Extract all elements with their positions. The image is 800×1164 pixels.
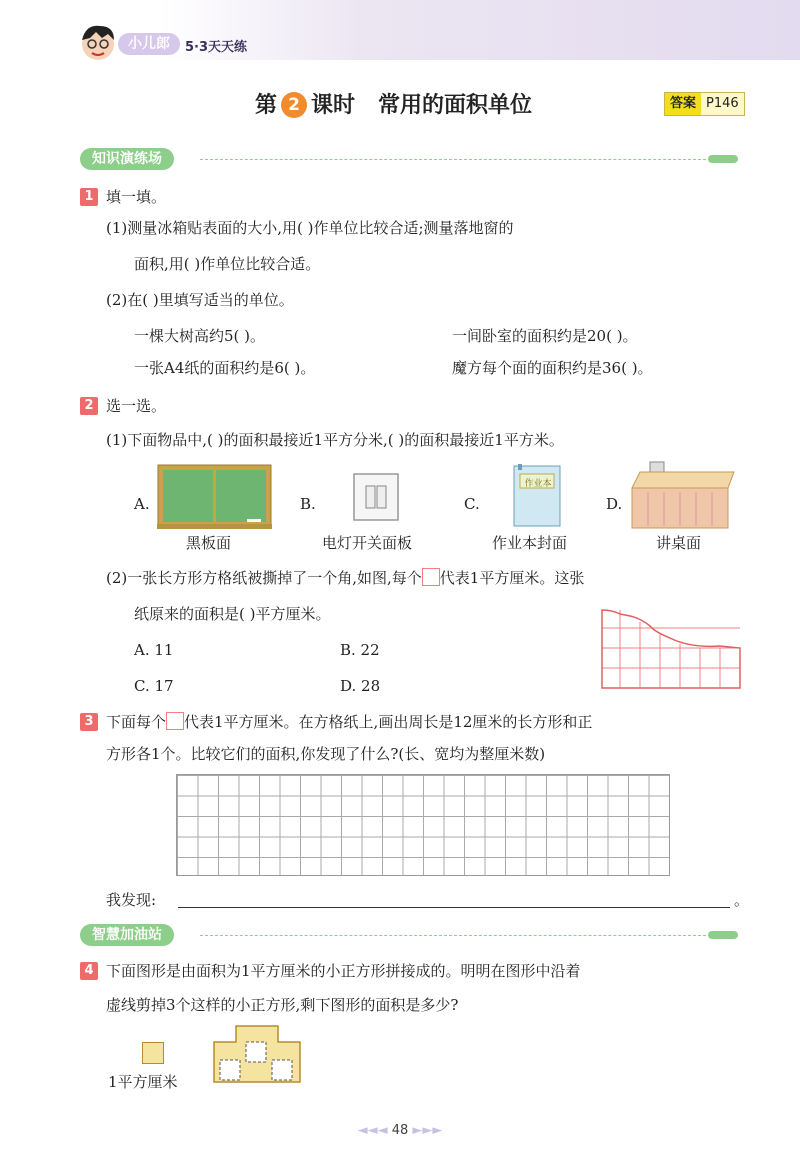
choice-a: A. 11: [134, 641, 174, 659]
option-letter-c: C.: [464, 495, 480, 513]
q1-part2-line1: (2)在( )里填写适当的单位。: [106, 291, 294, 309]
page-number: 48: [391, 1123, 409, 1138]
q1-part1-line2: 面积,用( )作单位比较合适。: [134, 255, 321, 273]
notebook-image: [512, 462, 564, 528]
unit-square-icon: [142, 1042, 164, 1064]
choice-b: B. 22: [340, 641, 380, 659]
title-prefix: 第: [255, 93, 278, 118]
q3-line1-start: 下面每个: [106, 713, 167, 731]
torn-grid-figure: [600, 608, 742, 690]
option-label-c: 作业本封面: [492, 534, 568, 552]
choice-c: C. 17: [134, 677, 174, 695]
mascot-icon: [78, 22, 118, 64]
section-divider: [200, 935, 706, 936]
option-letter-a: A.: [134, 495, 150, 513]
discover-end: 。: [734, 891, 750, 909]
question-number: 1: [80, 188, 98, 206]
q1-part2-a: 一棵大树高约5( )。: [134, 327, 266, 345]
discover-label: 我发现:: [106, 891, 157, 909]
q3-line1-end: 代表1平方厘米。在方格纸上,画出周长是12厘米的长方形和正: [184, 713, 593, 731]
unit-square-icon: [422, 568, 440, 586]
notebook-cover-text: 作业本: [524, 479, 552, 489]
section-challenge: 智慧加油站: [80, 924, 174, 946]
light-switch-image: [352, 472, 402, 524]
option-label-a: 黑板面: [186, 534, 232, 552]
q3-line1: [106, 712, 592, 732]
next-arrows-icon: ►►►: [412, 1123, 443, 1138]
section-divider: [200, 159, 706, 160]
q1-heading: 填一填。: [106, 188, 167, 206]
q2-part2-line1-start: (2)一张长方形方格纸被撕掉了一个角,如图,每个: [106, 569, 422, 587]
q2-part2-line1-end: 代表1平方厘米。这张: [439, 569, 585, 587]
title-suffix: 课时: [311, 93, 356, 118]
q2-part1: (1)下面物品中,( )的面积最接近1平方分米,( )的面积最接近1平方米。: [106, 431, 564, 449]
pencil-icon: [708, 931, 738, 939]
drawing-grid[interactable]: [176, 774, 670, 876]
answer-ref: [664, 92, 745, 116]
q4-line2: 虚线剪掉3个这样的小正方形,剩下图形的面积是多少?: [106, 996, 459, 1014]
blackboard-image: [157, 464, 272, 530]
question-number: 4: [80, 962, 98, 980]
answer-page: P146: [701, 93, 744, 115]
q1-part2-d: 魔方每个面的面积约是36( )。: [452, 359, 653, 377]
cutout-figure: [212, 1024, 302, 1084]
title-name: 常用的面积单位: [378, 93, 533, 118]
answer-line[interactable]: [178, 907, 730, 908]
q1-part2-b: 一间卧室的面积约是20( )。: [452, 327, 638, 345]
prev-arrows-icon: ◄◄◄: [357, 1123, 388, 1138]
brand-name: 小儿郎: [118, 33, 180, 55]
teacher-desk-image: [628, 460, 738, 530]
q2-heading: 选一选。: [106, 397, 167, 415]
q2-part2-line2: 纸原来的面积是( )平方厘米。: [134, 605, 331, 623]
question-number: 3: [80, 713, 98, 731]
option-label-d: 讲桌面: [656, 534, 702, 552]
page-footer: [350, 1123, 450, 1138]
q3-line2: 方形各1个。比较它们的面积,你发现了什么?(长、宽均为整厘米数): [106, 745, 546, 763]
option-letter-b: B.: [300, 495, 316, 513]
question-number: 2: [80, 397, 98, 415]
q4-line1: 下面图形是由面积为1平方厘米的小正方形拼接成的。明明在图形中沿着: [106, 962, 581, 980]
q2-part2-line1: [106, 568, 584, 588]
unit-square-label: 1平方厘米: [108, 1073, 178, 1091]
page-title: [255, 88, 532, 119]
section-practice: 知识演练场: [80, 148, 174, 170]
choice-d: D. 28: [340, 677, 381, 695]
q1-part1-line1: (1)测量冰箱贴表面的大小,用( )作单位比较合适;测量落地窗的: [106, 219, 514, 237]
unit-square-icon: [166, 712, 184, 730]
lesson-number: 2: [281, 92, 307, 118]
pencil-icon: [708, 155, 738, 163]
q1-part2-c: 一张A4纸的面积约是6( )。: [134, 359, 316, 377]
option-letter-d: D.: [606, 495, 623, 513]
option-label-b: 电灯开关面板: [322, 534, 413, 552]
answer-label: 答案: [665, 93, 701, 115]
brand-series: 5·3天天练: [185, 40, 248, 55]
